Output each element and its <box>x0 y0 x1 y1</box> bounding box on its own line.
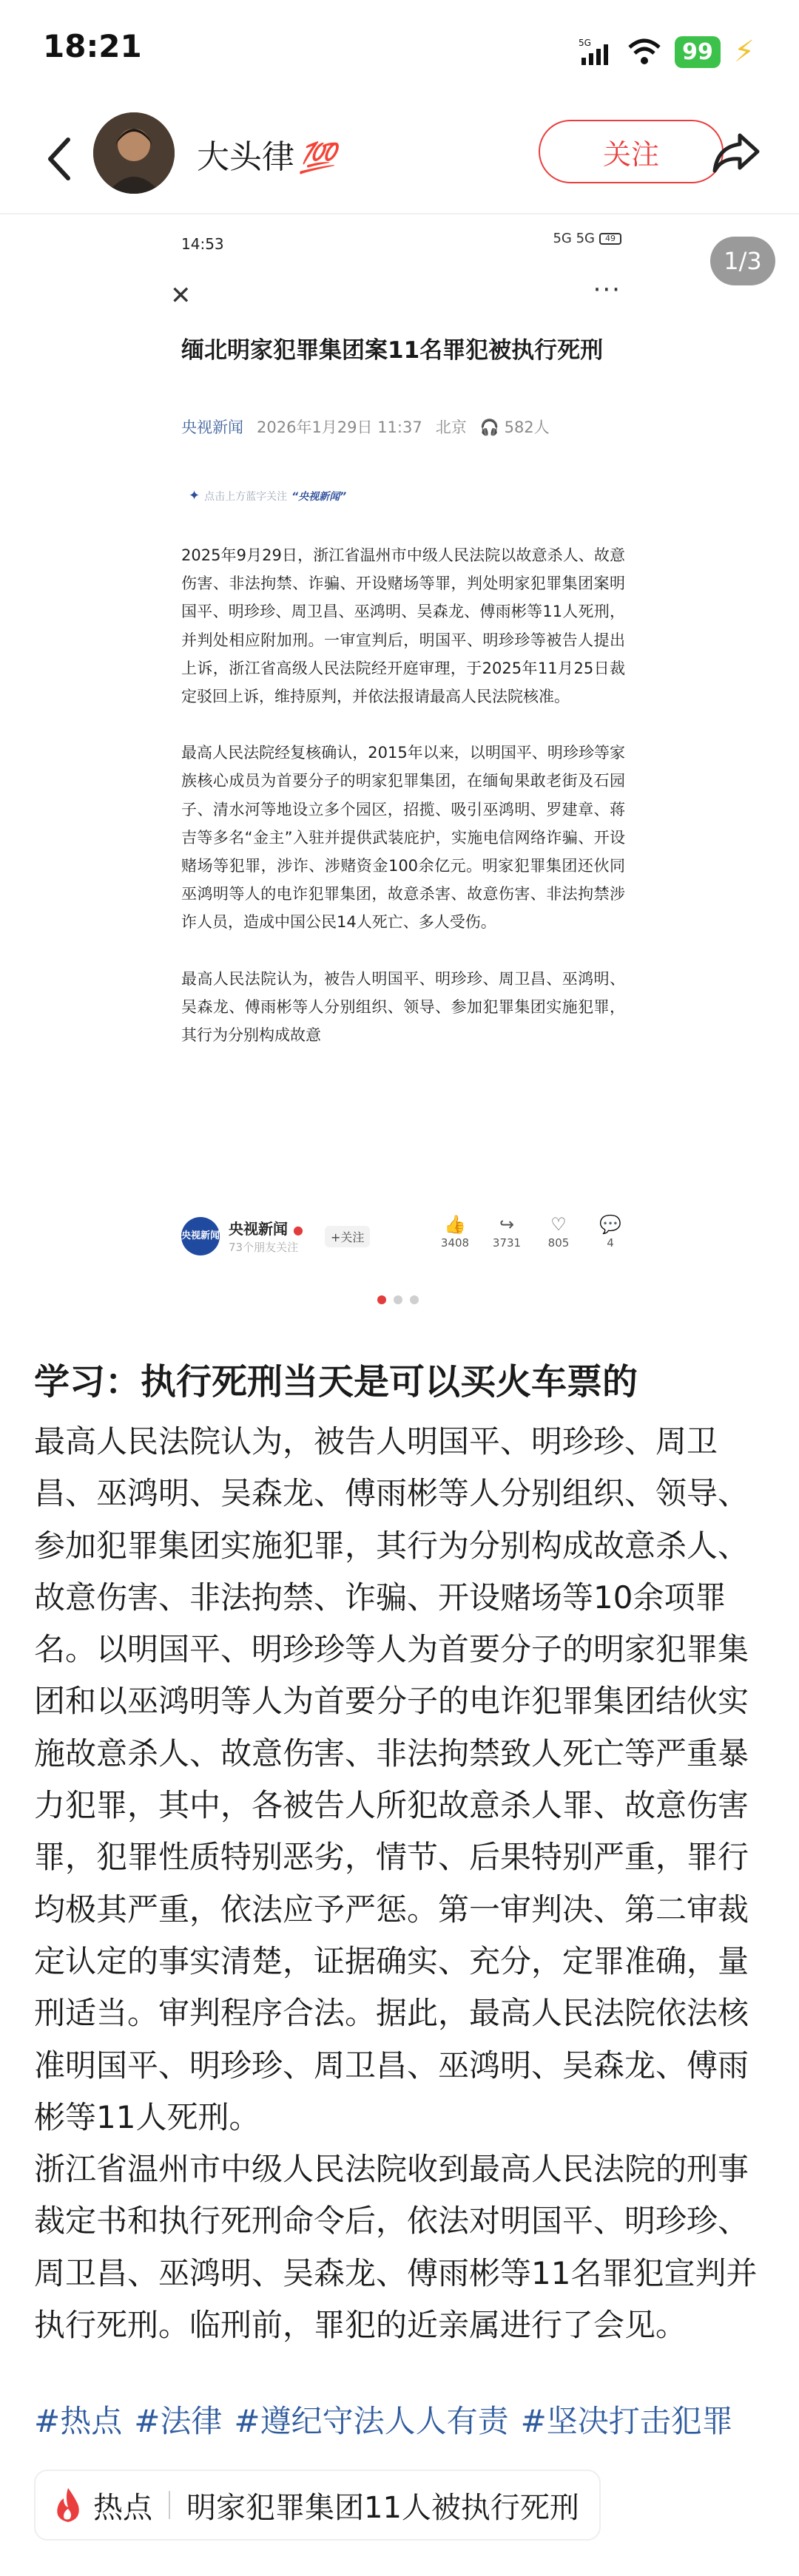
status-bar <box>0 0 799 96</box>
carousel-dot[interactable] <box>394 1295 402 1304</box>
hashtag-link[interactable]: #法律 <box>134 2403 223 2439</box>
comment-icon: 💬 <box>599 1214 621 1235</box>
close-icon: ✕ <box>170 281 192 311</box>
status-time: 18:21 <box>43 28 142 64</box>
article-paragraph: 2025年9月29日，浙江省温州市中级人民法院以故意杀人、故意伤害、非法拘禁、诈骗、开设赌场等罪，判处明家犯罪集团案明国平、明珍珍、周卫昌、巫鸿明、吴森龙、傅雨彬等11人死刑，并判处相应附加刑。一审宣判后，明国平、明珍珍等被告人提出上诉，浙江省高级人民法院经开庭审理，于2025年11月25日裁定驳回上诉，维持原判，并依法报请最高人民法院核准。 <box>181 546 625 706</box>
favorite-count: 805 <box>547 1236 570 1250</box>
screenshot-network: 5G 5G <box>553 231 595 246</box>
heart-icon: ♡ <box>550 1214 567 1235</box>
share-icon[interactable] <box>703 120 769 186</box>
like-count: 3408 <box>440 1236 470 1250</box>
post-title: 学习：执行死刑当天是可以买火车票的 <box>34 1361 638 1403</box>
cctv-news-logo: 央视新闻 <box>181 1217 220 1255</box>
article-location: 北京 <box>435 418 467 436</box>
carousel-dots[interactable] <box>377 1295 419 1304</box>
hot-topic-text: 明家犯罪集团11人被执行死刑 <box>186 2490 579 2525</box>
article-body <box>181 541 625 1199</box>
screenshot-battery: 49 <box>599 233 621 245</box>
share-action <box>485 1213 529 1250</box>
headphones-icon: 🎧 <box>479 418 499 436</box>
more-icon: ··· <box>593 275 621 305</box>
article-paragraph: 最高人民法院认为，被告人明国平、明珍珍、周卫昌、巫鸿明、吴森龙、傅雨彬等人分别组织、领导、参加犯罪集团实施犯罪，其行为分别构成故意 <box>181 969 625 1045</box>
post-paragraph: 浙江省温州市中级人民法院收到最高人民法院的刑事裁定书和执行死刑命令后，依法对明国平、明珍珍、周卫昌、巫鸿明、吴森龙、傅雨彬等11名罪犯宣判并执行死刑。临刑前，罪犯的近亲属进行了会见。 <box>34 2151 758 2344</box>
follow-banner <box>189 488 346 504</box>
footer-followers: 73个朋友关注 <box>229 1241 299 1254</box>
comment-action <box>588 1213 633 1250</box>
cellular-signal-icon <box>579 37 614 67</box>
post-body <box>34 1416 766 2351</box>
favorite-action <box>536 1213 581 1250</box>
article-date: 2026年1月29日 11:37 <box>257 418 422 436</box>
charging-icon: ⚡ <box>733 35 755 69</box>
article-screenshot-image[interactable] <box>148 216 651 1281</box>
article-listeners <box>480 416 550 438</box>
banner-brand: “央视新闻” <box>291 490 347 503</box>
banner-text: 点击上方蓝字关注 <box>204 490 288 503</box>
screenshot-status-time: 14:53 <box>181 235 224 253</box>
article-source: 央视新闻 <box>181 418 243 436</box>
wifi-icon <box>627 37 661 67</box>
hashtag-link[interactable]: #坚决打击犯罪 <box>520 2403 733 2439</box>
author-name[interactable] <box>197 130 336 177</box>
article-meta <box>181 416 550 438</box>
author-name-text[interactable]: 大头律 <box>197 138 294 176</box>
follow-button[interactable]: 关注 <box>539 120 724 183</box>
carousel-dot[interactable] <box>410 1295 419 1304</box>
hashtag-link[interactable]: #热点 <box>34 2403 123 2439</box>
status-indicators <box>579 30 755 74</box>
like-action <box>433 1213 477 1250</box>
post-paragraph: 最高人民法院认为，被告人明国平、明珍珍、周卫昌、巫鸿明、吴森龙、傅雨彬等人分别组织、领导、参加犯罪集团实施犯罪，其行为分别构成故意杀人、故意伤害、非法拘禁、诈骗、开设赌场等10余项罪名。以明国平、明珍珍等人为首要分子的明家犯罪集团和以巫鸿明等人为首要分子的电诈犯罪集团结伙实施故意杀人、故意伤害、非法拘禁致人死亡等严重暴力犯罪，其中，各被告人所犯故意杀人罪、故意伤害罪，犯罪性质特别恶劣，情节、后果特别严重，罪行均极其严重，依法应予严惩。第一审判决、第二审裁定认定的事实清楚，证据确实、充分，定罪准确，量刑适当。审判程序合法。据此，最高人民法院依法核准明国平、明珍珍、周卫昌、巫鸿明、吴森龙、傅雨彬等11人死刑。 <box>34 1423 749 2135</box>
footer-actions <box>433 1213 633 1250</box>
footer-follow-button: +关注 <box>325 1226 370 1247</box>
avatar[interactable] <box>93 112 175 194</box>
svg-text:5G: 5G <box>579 38 592 48</box>
hot-divider <box>169 2491 170 2519</box>
hashtag-list <box>34 2397 774 2441</box>
article-title: 缅北明家犯罪集团案11名罪犯被执行死刑 <box>181 337 604 364</box>
verified-icon: ● <box>292 1223 303 1237</box>
hundred-badge-icon: 💯 <box>299 141 336 175</box>
comment-count: 4 <box>607 1236 614 1250</box>
image-page-indicator: 1/3 <box>710 237 775 285</box>
article-paragraph: 最高人民法院经复核确认，2015年以来，以明国平、明珍珍等家族核心成员为首要分子的明家犯罪集团，在缅甸果敢老街及石园子、清水河等地设立多个园区，招揽、吸引巫鸿明、罗建章、蒋吉等多名“金主”入驻并提供武装庇护，实施电信网络诈骗、开设赌场等犯罪，涉诈、涉赌资金100余亿元。明家犯罪集团还伙同巫鸿明等人的电诈犯罪集团，故意杀害、故意伤害、非法拘禁涉诈人员，造成中国公民14人死亡、多人受伤。 <box>181 744 625 932</box>
battery-level: 99 <box>675 36 721 68</box>
flame-icon <box>53 2486 86 2524</box>
article-footer <box>181 1213 625 1272</box>
hot-topic-link[interactable] <box>34 2470 601 2541</box>
hot-label: 热点 <box>93 2490 152 2525</box>
footer-source <box>229 1217 303 1238</box>
share-count: 3731 <box>492 1236 522 1250</box>
post-header <box>0 104 799 214</box>
carousel-dot-active[interactable] <box>377 1295 386 1304</box>
back-icon[interactable] <box>30 126 89 192</box>
cctv-logo-icon: ✦ <box>189 488 200 504</box>
share-arrow-icon: ↪ <box>499 1214 515 1235</box>
footer-source-name: 央视新闻 <box>229 1220 288 1238</box>
screenshot-status-indicators <box>553 231 621 246</box>
hashtag-link[interactable]: #遵纪守法人人有责 <box>234 2403 509 2439</box>
listeners-count: 582人 <box>504 418 550 436</box>
thumbs-up-icon: 👍 <box>444 1214 466 1235</box>
